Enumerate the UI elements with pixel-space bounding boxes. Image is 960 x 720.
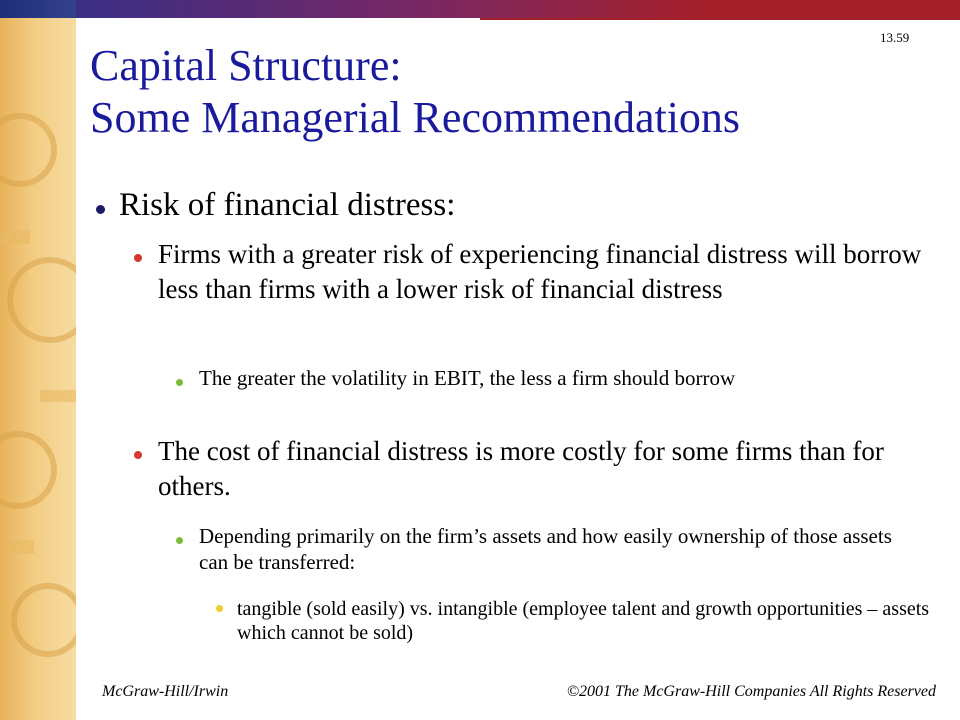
bullet-dot-icon	[216, 605, 223, 612]
bullet-text: tangible (sold easily) vs. intangible (employee talent and growth opportunities – assets which cannot be sold)	[237, 598, 930, 644]
footer-publisher: McGraw-Hill/Irwin	[102, 683, 229, 700]
bullet-level4	[216, 597, 936, 645]
bullet-level1	[96, 186, 455, 224]
bullet-text: Risk of financial distress:	[119, 187, 456, 223]
bullet-level3-b	[176, 523, 916, 575]
bullet-dot-icon	[134, 254, 142, 262]
gear-pattern-icon	[0, 0, 76, 720]
bullet-dot-icon	[96, 205, 105, 214]
top-gradient-bar	[76, 0, 960, 18]
bullet-text: The cost of financial distress is more costly for some firms than for others.	[158, 436, 884, 501]
bullet-text: Depending primarily on the firm’s assets and how easily ownership of those assets can be transferred:	[199, 524, 892, 574]
bullet-dot-icon	[176, 379, 183, 386]
decorative-left-band	[0, 0, 76, 720]
slide-number: 13.59	[880, 30, 910, 45]
bullet-dot-icon	[176, 537, 183, 544]
bullet-dot-icon	[134, 451, 142, 459]
bullet-level2-b	[134, 434, 924, 504]
title-line-2: Some Managerial Recommendations	[90, 93, 741, 142]
footer-copyright: ©2001 The McGraw-Hill Companies All Rights Reserved	[566, 683, 936, 700]
bullet-text: Firms with a greater risk of experiencing financial distress will borrow less than firms with a lower risk of financial distress	[158, 239, 922, 304]
slide-title	[90, 40, 950, 144]
bullet-text: The greater the volatility in EBIT, the less a firm should borrow	[199, 366, 736, 390]
top-bar-underline	[480, 18, 960, 20]
title-line-1: Capital Structure:	[90, 41, 402, 90]
bullet-level3-a	[176, 365, 916, 391]
corner-block	[0, 0, 76, 18]
bullet-level2-a	[134, 237, 924, 307]
